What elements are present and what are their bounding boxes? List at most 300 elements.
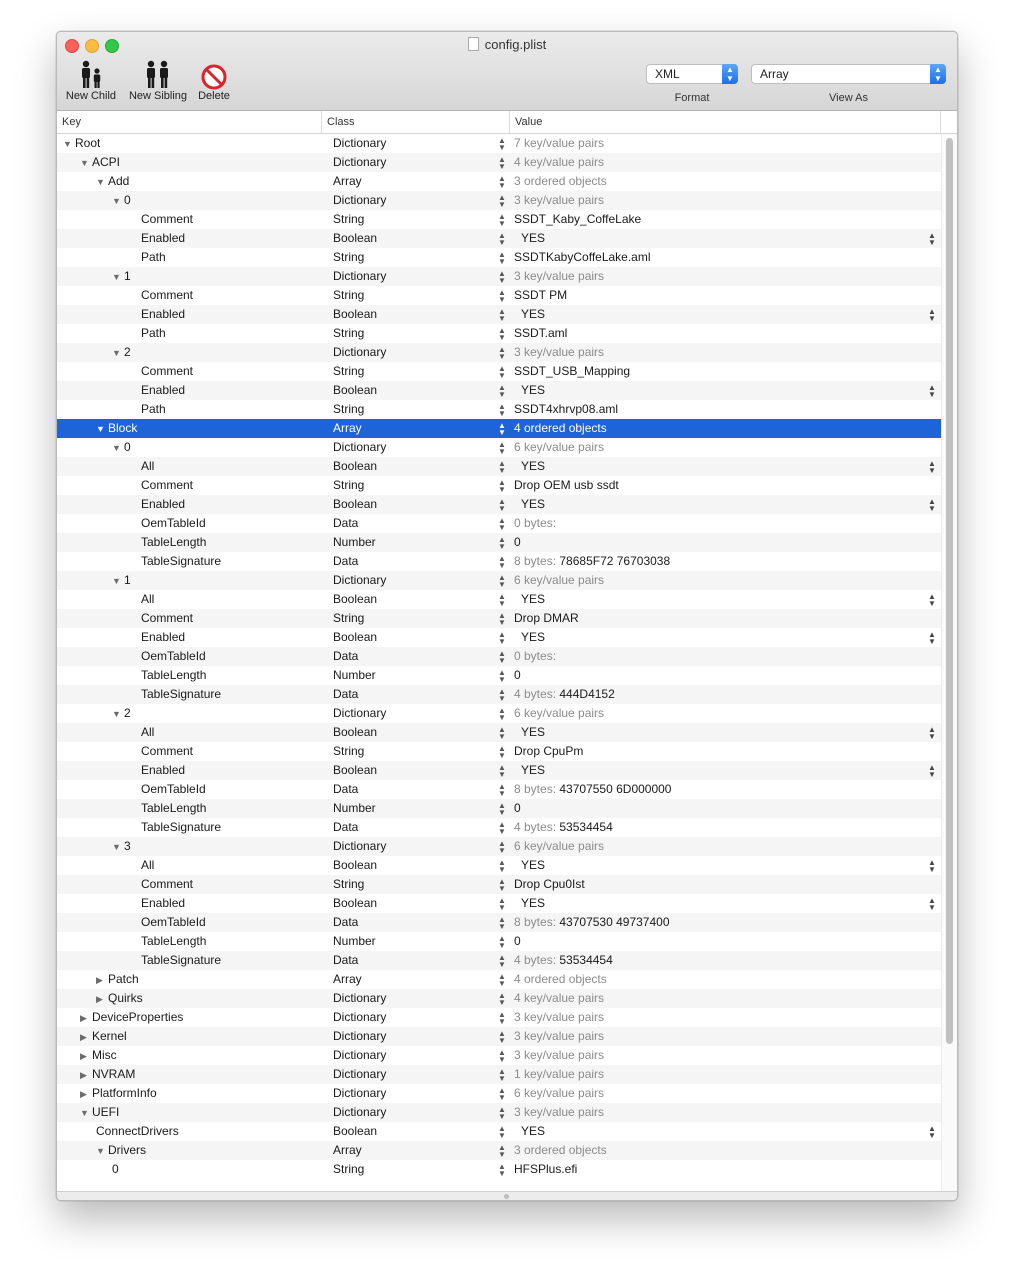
class-cell[interactable]: Array: [333, 1143, 362, 1157]
key-cell[interactable]: [112, 837, 131, 856]
value-column-header[interactable]: Value: [510, 111, 941, 133]
disclosure-open-icon[interactable]: ▼: [112, 709, 121, 719]
key-cell[interactable]: [112, 1160, 119, 1179]
class-cell[interactable]: Dictionary: [333, 1067, 387, 1081]
outline-row[interactable]: [57, 248, 941, 267]
class-stepper-icon[interactable]: ▲ ▼: [498, 1010, 506, 1026]
outline-row[interactable]: [57, 476, 941, 495]
class-stepper-icon[interactable]: ▲ ▼: [498, 649, 506, 665]
boolean-popup-icon[interactable]: ▲ ▼: [928, 497, 936, 513]
disclosure-open-icon[interactable]: ▼: [96, 177, 105, 187]
class-stepper-icon[interactable]: ▲ ▼: [498, 782, 506, 798]
key-cell[interactable]: [96, 1122, 179, 1141]
outline-row[interactable]: [57, 780, 941, 799]
key-cell[interactable]: [80, 1046, 117, 1065]
value-cell[interactable]: [514, 324, 567, 343]
class-cell[interactable]: Dictionary: [333, 839, 387, 853]
vertical-scrollbar[interactable]: [941, 134, 958, 1191]
outline-row[interactable]: [57, 742, 941, 761]
value-cell[interactable]: [514, 1008, 604, 1027]
outline-row[interactable]: [57, 533, 941, 552]
key-cell[interactable]: [141, 647, 206, 666]
key-cell[interactable]: [96, 172, 129, 191]
key-cell[interactable]: [112, 267, 131, 286]
class-cell[interactable]: Array: [333, 972, 362, 986]
key-cell[interactable]: [141, 248, 166, 267]
class-cell[interactable]: Number: [333, 801, 376, 815]
outline-row[interactable]: [57, 343, 941, 362]
outline-row[interactable]: [57, 799, 941, 818]
class-cell[interactable]: Dictionary: [333, 1010, 387, 1024]
class-cell[interactable]: String: [333, 744, 365, 758]
boolean-popup-icon[interactable]: ▲ ▼: [928, 896, 936, 912]
outline-row[interactable]: [57, 134, 941, 153]
format-popup[interactable]: [646, 64, 738, 84]
key-cell[interactable]: [96, 419, 137, 438]
class-cell[interactable]: String: [333, 402, 365, 416]
key-cell[interactable]: [96, 989, 143, 1008]
key-cell[interactable]: [141, 856, 154, 875]
outline-row[interactable]: [57, 381, 941, 400]
class-stepper-icon[interactable]: ▲ ▼: [498, 1048, 506, 1064]
key-cell[interactable]: [141, 495, 185, 514]
key-cell[interactable]: [141, 780, 206, 799]
key-cell[interactable]: [112, 343, 131, 362]
class-cell[interactable]: String: [333, 250, 365, 264]
class-cell[interactable]: Data: [333, 953, 359, 967]
value-cell[interactable]: [514, 1141, 607, 1160]
class-cell[interactable]: String: [333, 1162, 365, 1176]
value-cell[interactable]: [514, 1160, 577, 1179]
class-cell[interactable]: Array: [333, 174, 362, 188]
key-cell[interactable]: [141, 457, 154, 476]
disclosure-closed-icon[interactable]: ▶: [80, 1032, 87, 1042]
class-stepper-icon[interactable]: ▲ ▼: [498, 1162, 506, 1178]
value-cell[interactable]: [514, 951, 613, 970]
key-cell[interactable]: [80, 1065, 135, 1084]
boolean-popup-icon[interactable]: ▲ ▼: [928, 630, 936, 646]
key-cell[interactable]: [141, 609, 193, 628]
outline-row[interactable]: [57, 1008, 941, 1027]
class-stepper-icon[interactable]: ▲ ▼: [498, 687, 506, 703]
boolean-value[interactable]: YES: [521, 725, 546, 739]
key-cell[interactable]: [80, 1027, 127, 1046]
class-cell[interactable]: String: [333, 326, 365, 340]
outline-row[interactable]: [57, 1046, 941, 1065]
class-cell[interactable]: String: [333, 212, 365, 226]
disclosure-open-icon[interactable]: ▼: [96, 1146, 105, 1156]
class-cell[interactable]: Boolean: [333, 763, 378, 777]
delete-button[interactable]: [193, 60, 235, 102]
class-cell[interactable]: Boolean: [333, 858, 378, 872]
class-stepper-icon[interactable]: ▲ ▼: [498, 364, 506, 380]
disclosure-closed-icon[interactable]: ▶: [80, 1089, 87, 1099]
key-cell[interactable]: [141, 799, 206, 818]
class-cell[interactable]: Dictionary: [333, 345, 387, 359]
value-cell[interactable]: [514, 134, 604, 153]
key-cell[interactable]: [112, 438, 131, 457]
value-cell[interactable]: [514, 666, 521, 685]
value-cell[interactable]: [514, 609, 579, 628]
outline-row[interactable]: [57, 989, 941, 1008]
class-cell[interactable]: Dictionary: [333, 706, 387, 720]
class-cell[interactable]: Dictionary: [333, 136, 387, 150]
disclosure-closed-icon[interactable]: ▶: [80, 1051, 87, 1061]
disclosure-closed-icon[interactable]: ▶: [96, 975, 103, 985]
boolean-popup-icon[interactable]: ▲ ▼: [928, 383, 936, 399]
key-cell[interactable]: [96, 1141, 146, 1160]
key-cell[interactable]: [141, 723, 154, 742]
key-cell[interactable]: [141, 533, 206, 552]
boolean-value[interactable]: YES: [521, 307, 546, 321]
new-sibling-button[interactable]: [125, 60, 191, 102]
value-cell[interactable]: [514, 476, 619, 495]
outline-row[interactable]: [57, 628, 941, 647]
boolean-value[interactable]: YES: [521, 858, 546, 872]
class-cell[interactable]: Dictionary: [333, 1105, 387, 1119]
boolean-popup-icon[interactable]: ▲ ▼: [928, 858, 936, 874]
key-cell[interactable]: [141, 362, 193, 381]
key-cell[interactable]: [141, 305, 185, 324]
outline-row[interactable]: [57, 932, 941, 951]
outline-row[interactable]: [57, 400, 941, 419]
class-stepper-icon[interactable]: ▲ ▼: [498, 611, 506, 627]
outline-row[interactable]: [57, 286, 941, 305]
class-stepper-icon[interactable]: ▲ ▼: [498, 972, 506, 988]
boolean-value[interactable]: YES: [521, 383, 546, 397]
outline-row[interactable]: [57, 1027, 941, 1046]
key-cell[interactable]: [141, 514, 206, 533]
class-cell[interactable]: Data: [333, 649, 359, 663]
value-cell[interactable]: [514, 685, 615, 704]
class-stepper-icon[interactable]: ▲ ▼: [498, 554, 506, 570]
class-stepper-icon[interactable]: ▲ ▼: [498, 231, 506, 247]
disclosure-open-icon[interactable]: ▼: [63, 139, 72, 149]
class-stepper-icon[interactable]: ▲ ▼: [498, 706, 506, 722]
class-cell[interactable]: Number: [333, 668, 376, 682]
class-stepper-icon[interactable]: ▲ ▼: [498, 630, 506, 646]
key-cell[interactable]: [141, 590, 154, 609]
key-cell[interactable]: [141, 229, 185, 248]
value-cell[interactable]: [514, 514, 556, 533]
class-cell[interactable]: Boolean: [333, 383, 378, 397]
disclosure-closed-icon[interactable]: ▶: [80, 1013, 87, 1023]
outline-row[interactable]: [57, 818, 941, 837]
outline-row[interactable]: [57, 951, 941, 970]
class-stepper-icon[interactable]: ▲ ▼: [498, 915, 506, 931]
value-cell[interactable]: [514, 932, 521, 951]
class-stepper-icon[interactable]: ▲ ▼: [498, 877, 506, 893]
key-cell[interactable]: [141, 932, 206, 951]
key-column-header[interactable]: Key: [57, 111, 322, 133]
boolean-value[interactable]: YES: [521, 497, 546, 511]
key-cell[interactable]: [80, 1084, 157, 1103]
value-cell[interactable]: [514, 818, 613, 837]
outline-row[interactable]: [57, 172, 941, 191]
outline-row[interactable]: [57, 210, 941, 229]
class-cell[interactable]: Boolean: [333, 592, 378, 606]
class-cell[interactable]: String: [333, 611, 365, 625]
boolean-popup-icon[interactable]: ▲ ▼: [928, 307, 936, 323]
key-cell[interactable]: [96, 970, 139, 989]
class-stepper-icon[interactable]: ▲ ▼: [498, 535, 506, 551]
scrollbar-thumb[interactable]: [946, 138, 953, 1044]
class-stepper-icon[interactable]: ▲ ▼: [498, 839, 506, 855]
outline-row[interactable]: [57, 457, 941, 476]
outline-row[interactable]: [57, 153, 941, 172]
class-stepper-icon[interactable]: ▲ ▼: [498, 440, 506, 456]
class-cell[interactable]: Dictionary: [333, 440, 387, 454]
value-cell[interactable]: [514, 913, 670, 932]
class-cell[interactable]: Data: [333, 554, 359, 568]
class-cell[interactable]: Number: [333, 934, 376, 948]
value-cell[interactable]: [514, 438, 604, 457]
class-cell[interactable]: Dictionary: [333, 573, 387, 587]
key-cell[interactable]: [141, 666, 206, 685]
class-stepper-icon[interactable]: ▲ ▼: [498, 991, 506, 1007]
value-cell[interactable]: [514, 799, 521, 818]
outline-row[interactable]: [57, 362, 941, 381]
class-cell[interactable]: Dictionary: [333, 1048, 387, 1062]
key-cell[interactable]: [141, 476, 193, 495]
outline-row[interactable]: [57, 685, 941, 704]
class-stepper-icon[interactable]: ▲ ▼: [498, 934, 506, 950]
disclosure-open-icon[interactable]: ▼: [112, 443, 121, 453]
value-cell[interactable]: [514, 1103, 604, 1122]
disclosure-closed-icon[interactable]: ▶: [96, 994, 103, 1004]
key-cell[interactable]: [141, 875, 193, 894]
class-column-header[interactable]: Class: [322, 111, 510, 133]
outline-row[interactable]: [57, 856, 941, 875]
class-stepper-icon[interactable]: ▲ ▼: [498, 858, 506, 874]
class-stepper-icon[interactable]: ▲ ▼: [498, 383, 506, 399]
class-stepper-icon[interactable]: ▲ ▼: [498, 345, 506, 361]
class-stepper-icon[interactable]: ▲ ▼: [498, 459, 506, 475]
outline-row[interactable]: [57, 571, 941, 590]
value-cell[interactable]: [514, 989, 604, 1008]
outline-row[interactable]: [57, 438, 941, 457]
outline-row[interactable]: [57, 761, 941, 780]
outline-row[interactable]: [57, 609, 941, 628]
key-cell[interactable]: [141, 951, 221, 970]
class-stepper-icon[interactable]: ▲ ▼: [498, 421, 506, 437]
class-stepper-icon[interactable]: ▲ ▼: [498, 953, 506, 969]
class-stepper-icon[interactable]: ▲ ▼: [498, 573, 506, 589]
disclosure-open-icon[interactable]: ▼: [96, 424, 105, 434]
boolean-value[interactable]: YES: [521, 592, 546, 606]
outline-row[interactable]: [57, 495, 941, 514]
class-stepper-icon[interactable]: ▲ ▼: [498, 250, 506, 266]
class-cell[interactable]: Data: [333, 915, 359, 929]
value-cell[interactable]: [514, 875, 585, 894]
class-stepper-icon[interactable]: ▲ ▼: [498, 896, 506, 912]
class-cell[interactable]: String: [333, 364, 365, 378]
outline-row[interactable]: [57, 647, 941, 666]
class-stepper-icon[interactable]: ▲ ▼: [498, 307, 506, 323]
outline-row[interactable]: [57, 894, 941, 913]
class-cell[interactable]: Dictionary: [333, 155, 387, 169]
key-cell[interactable]: [112, 571, 131, 590]
class-stepper-icon[interactable]: ▲ ▼: [498, 497, 506, 513]
value-cell[interactable]: [514, 172, 607, 191]
disclosure-closed-icon[interactable]: ▶: [80, 1070, 87, 1080]
class-stepper-icon[interactable]: ▲ ▼: [498, 402, 506, 418]
class-stepper-icon[interactable]: ▲ ▼: [498, 668, 506, 684]
outline-row[interactable]: [57, 590, 941, 609]
boolean-value[interactable]: YES: [521, 896, 546, 910]
key-cell[interactable]: [141, 552, 221, 571]
class-stepper-icon[interactable]: ▲ ▼: [498, 212, 506, 228]
boolean-value[interactable]: YES: [521, 763, 546, 777]
boolean-value[interactable]: YES: [521, 630, 546, 644]
disclosure-open-icon[interactable]: ▼: [112, 576, 121, 586]
class-cell[interactable]: Data: [333, 516, 359, 530]
class-cell[interactable]: Dictionary: [333, 1086, 387, 1100]
class-stepper-icon[interactable]: ▲ ▼: [498, 592, 506, 608]
key-cell[interactable]: [141, 628, 185, 647]
value-cell[interactable]: [514, 419, 607, 438]
value-cell[interactable]: [514, 837, 604, 856]
disclosure-open-icon[interactable]: ▼: [112, 842, 121, 852]
disclosure-open-icon[interactable]: ▼: [80, 158, 89, 168]
value-cell[interactable]: [514, 970, 607, 989]
value-cell[interactable]: [514, 647, 556, 666]
class-cell[interactable]: Dictionary: [333, 193, 387, 207]
class-stepper-icon[interactable]: ▲ ▼: [498, 1105, 506, 1121]
outline-row[interactable]: [57, 419, 941, 438]
outline-row[interactable]: [57, 1084, 941, 1103]
resize-handle[interactable]: [504, 1194, 509, 1199]
outline-row[interactable]: [57, 1141, 941, 1160]
key-cell[interactable]: [141, 324, 166, 343]
value-cell[interactable]: [514, 191, 604, 210]
key-cell[interactable]: [112, 704, 131, 723]
class-stepper-icon[interactable]: ▲ ▼: [498, 1143, 506, 1159]
class-cell[interactable]: Boolean: [333, 307, 378, 321]
boolean-value[interactable]: YES: [521, 231, 546, 245]
key-cell[interactable]: [141, 210, 193, 229]
class-cell[interactable]: Number: [333, 535, 376, 549]
class-cell[interactable]: Dictionary: [333, 991, 387, 1005]
value-cell[interactable]: [514, 1046, 604, 1065]
outline-row[interactable]: [57, 666, 941, 685]
class-stepper-icon[interactable]: ▲ ▼: [498, 136, 506, 152]
outline-row[interactable]: [57, 514, 941, 533]
outline-row[interactable]: [57, 267, 941, 286]
class-stepper-icon[interactable]: ▲ ▼: [498, 516, 506, 532]
class-stepper-icon[interactable]: ▲ ▼: [498, 288, 506, 304]
outline-row[interactable]: [57, 191, 941, 210]
key-cell[interactable]: [141, 685, 221, 704]
key-cell[interactable]: [141, 913, 206, 932]
class-stepper-icon[interactable]: ▲ ▼: [498, 763, 506, 779]
class-cell[interactable]: Boolean: [333, 497, 378, 511]
value-cell[interactable]: [514, 1065, 604, 1084]
class-cell[interactable]: Boolean: [333, 459, 378, 473]
class-stepper-icon[interactable]: ▲ ▼: [498, 1086, 506, 1102]
outline-row[interactable]: [57, 704, 941, 723]
key-cell[interactable]: [141, 742, 193, 761]
disclosure-open-icon[interactable]: ▼: [80, 1108, 89, 1118]
outline-row[interactable]: [57, 970, 941, 989]
key-cell[interactable]: [63, 134, 100, 153]
value-cell[interactable]: [514, 400, 618, 419]
key-cell[interactable]: [80, 153, 120, 172]
class-cell[interactable]: String: [333, 288, 365, 302]
class-cell[interactable]: Boolean: [333, 725, 378, 739]
class-stepper-icon[interactable]: ▲ ▼: [498, 174, 506, 190]
key-cell[interactable]: [80, 1008, 183, 1027]
boolean-popup-icon[interactable]: ▲ ▼: [928, 231, 936, 247]
boolean-value[interactable]: YES: [521, 459, 546, 473]
outline-row[interactable]: [57, 723, 941, 742]
outline-row[interactable]: [57, 1122, 941, 1141]
key-cell[interactable]: [141, 818, 221, 837]
class-stepper-icon[interactable]: ▲ ▼: [498, 1067, 506, 1083]
class-stepper-icon[interactable]: ▲ ▼: [498, 326, 506, 342]
class-cell[interactable]: Dictionary: [333, 269, 387, 283]
outline-row[interactable]: [57, 305, 941, 324]
key-cell[interactable]: [141, 286, 193, 305]
value-cell[interactable]: [514, 343, 604, 362]
class-cell[interactable]: String: [333, 478, 365, 492]
disclosure-open-icon[interactable]: ▼: [112, 348, 121, 358]
class-cell[interactable]: String: [333, 877, 365, 891]
disclosure-open-icon[interactable]: ▼: [112, 196, 121, 206]
outline-row[interactable]: [57, 1160, 941, 1179]
class-cell[interactable]: Boolean: [333, 630, 378, 644]
class-cell[interactable]: Data: [333, 782, 359, 796]
key-cell[interactable]: [112, 191, 131, 210]
class-stepper-icon[interactable]: ▲ ▼: [498, 744, 506, 760]
value-cell[interactable]: [514, 210, 641, 229]
class-cell[interactable]: Boolean: [333, 896, 378, 910]
value-cell[interactable]: [514, 571, 604, 590]
class-stepper-icon[interactable]: ▲ ▼: [498, 1029, 506, 1045]
new-child-button[interactable]: [63, 60, 119, 102]
value-cell[interactable]: [514, 552, 670, 571]
key-cell[interactable]: [141, 894, 185, 913]
boolean-popup-icon[interactable]: ▲ ▼: [928, 459, 936, 475]
value-cell[interactable]: [514, 267, 604, 286]
outline-row[interactable]: [57, 1065, 941, 1084]
key-cell[interactable]: [80, 1103, 119, 1122]
class-stepper-icon[interactable]: ▲ ▼: [498, 155, 506, 171]
class-stepper-icon[interactable]: ▲ ▼: [498, 478, 506, 494]
view-as-popup[interactable]: [751, 64, 946, 84]
class-cell[interactable]: Dictionary: [333, 1029, 387, 1043]
class-cell[interactable]: Array: [333, 421, 362, 435]
value-cell[interactable]: [514, 286, 567, 305]
value-cell[interactable]: [514, 153, 604, 172]
value-cell[interactable]: [514, 1027, 604, 1046]
outline-row[interactable]: [57, 552, 941, 571]
value-cell[interactable]: [514, 704, 604, 723]
class-stepper-icon[interactable]: ▲ ▼: [498, 801, 506, 817]
key-cell[interactable]: [141, 400, 166, 419]
class-cell[interactable]: Boolean: [333, 231, 378, 245]
class-stepper-icon[interactable]: ▲ ▼: [498, 1124, 506, 1140]
class-stepper-icon[interactable]: ▲ ▼: [498, 193, 506, 209]
outline-row[interactable]: [57, 837, 941, 856]
outline-row[interactable]: [57, 324, 941, 343]
value-cell[interactable]: [514, 362, 630, 381]
boolean-popup-icon[interactable]: ▲ ▼: [928, 763, 936, 779]
outline-row[interactable]: [57, 875, 941, 894]
boolean-popup-icon[interactable]: ▲ ▼: [928, 725, 936, 741]
class-stepper-icon[interactable]: ▲ ▼: [498, 725, 506, 741]
class-cell[interactable]: Data: [333, 820, 359, 834]
